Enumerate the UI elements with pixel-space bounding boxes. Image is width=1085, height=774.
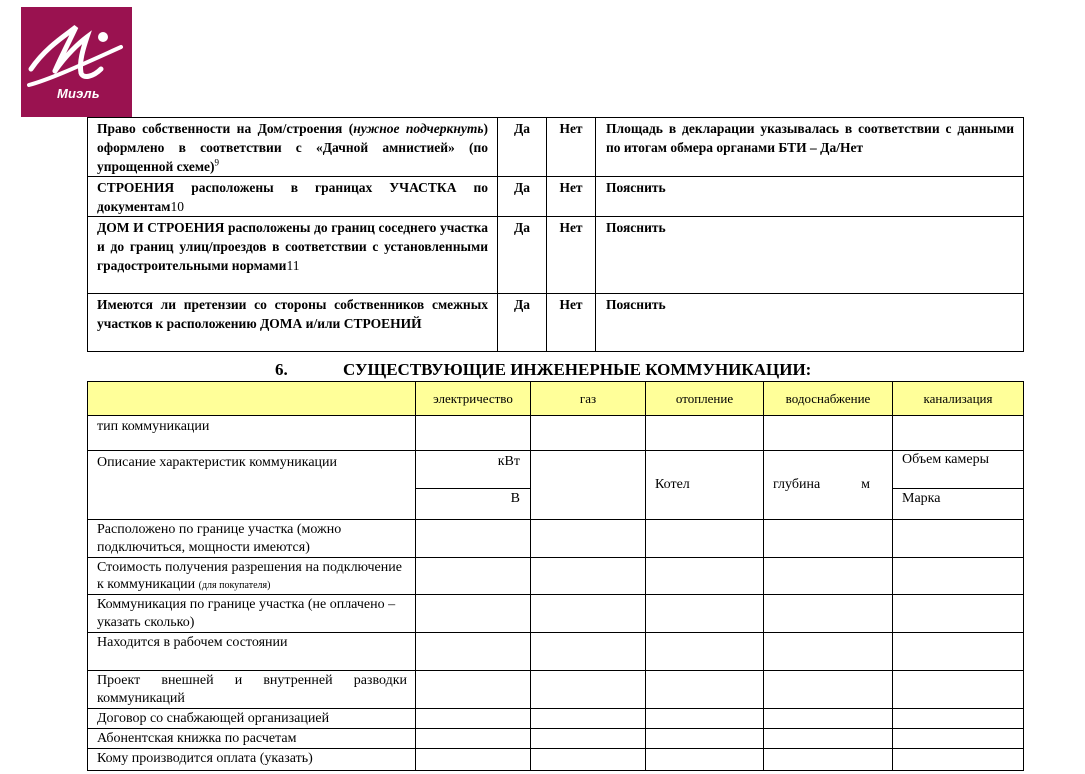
table-row <box>88 177 1024 217</box>
row-label: Проект внешней и внутренней разводки коммуникаций <box>88 671 416 709</box>
table-row <box>88 217 1024 294</box>
row-label: Договор со снабжающей организацией <box>88 709 416 729</box>
no-cell: Нет <box>547 118 596 177</box>
header-electricity: электричество <box>416 382 531 416</box>
table-row <box>88 595 1024 633</box>
table-row <box>88 451 1024 489</box>
yes-cell: Да <box>498 294 547 352</box>
row-label: Коммуникация по границе участка (не оплачено – указать сколько) <box>88 595 416 633</box>
communications-table <box>87 381 1024 771</box>
question-cell: СТРОЕНИЯ расположены в границах УЧАСТКА по документам10 <box>88 177 498 217</box>
comment-cell: Пояснить <box>596 294 1024 352</box>
header-sewer: канализация <box>893 382 1024 416</box>
table-row <box>88 294 1024 352</box>
header-gas: газ <box>531 382 646 416</box>
comment-cell: Пояснить <box>596 217 1024 294</box>
table-row <box>88 520 1024 558</box>
header-water: водоснабжение <box>764 382 893 416</box>
row-label: Абонентская книжка по расчетам <box>88 729 416 749</box>
table-row <box>88 671 1024 709</box>
section-title: СУЩЕСТВУЮЩИЕ ИНЖЕНЕРНЫЕ КОММУНИКАЦИИ: <box>343 360 812 379</box>
heating-boiler: Котел <box>646 451 764 520</box>
section-number: 6. <box>275 360 288 379</box>
question-cell: ДОМ И СТРОЕНИЯ расположены до границ соседнего участка и до границ улиц/проездов в соответствии с установленными градостроительными нормами11 <box>88 217 498 294</box>
no-cell: Нет <box>547 294 596 352</box>
yes-cell: Да <box>498 118 547 177</box>
water-depth: глубина м <box>764 451 893 520</box>
section-heading <box>275 360 811 380</box>
header-row <box>88 382 1024 416</box>
row-label: Находится в рабочем состоянии <box>88 633 416 671</box>
row-label: Расположено по границе участка (можно подключиться, мощности имеются) <box>88 520 416 558</box>
electricity-kw: кВт <box>416 451 531 489</box>
company-logo <box>21 7 132 117</box>
property-rights-table <box>87 117 1024 352</box>
electricity-voltage: В <box>416 489 531 520</box>
no-cell: Нет <box>547 177 596 217</box>
table-row <box>88 416 1024 451</box>
sewer-volume: Объем камеры <box>893 451 1024 489</box>
table-row <box>88 118 1024 177</box>
yes-cell: Да <box>498 177 547 217</box>
table-row <box>88 729 1024 749</box>
table-row <box>88 749 1024 771</box>
comment-cell: Пояснить <box>596 177 1024 217</box>
table-row <box>88 709 1024 729</box>
row-label: Стоимость получения разрешения на подключение к коммуникации (для покупателя) <box>88 558 416 595</box>
header-heating: отопление <box>646 382 764 416</box>
row-label: тип коммуникации <box>88 416 416 451</box>
logo-text: Миэль <box>57 86 100 101</box>
header-cell-empty <box>88 382 416 416</box>
row-label: Кому производится оплата (указать) <box>88 749 416 771</box>
yes-cell: Да <box>498 217 547 294</box>
table-row <box>88 633 1024 671</box>
row-label: Описание характеристик коммуникации <box>88 451 416 520</box>
sewer-brand: Марка <box>893 489 1024 520</box>
question-cell: Имеются ли претензии со стороны собственников смежных участков к расположению ДОМА и/или СТРОЕНИЙ <box>88 294 498 352</box>
no-cell: Нет <box>547 217 596 294</box>
question-cell: Право собственности на Дом/строения (нужное подчеркнуть) оформлено в соответствии с «Дачной амнистией» (по упрощенной схеме)$^9$ <box>88 118 498 177</box>
table-row <box>88 558 1024 595</box>
comment-cell: Площадь в декларации указывалась в соответствии с данными по итогам обмера органами БТИ – Да/Нет <box>596 118 1024 177</box>
